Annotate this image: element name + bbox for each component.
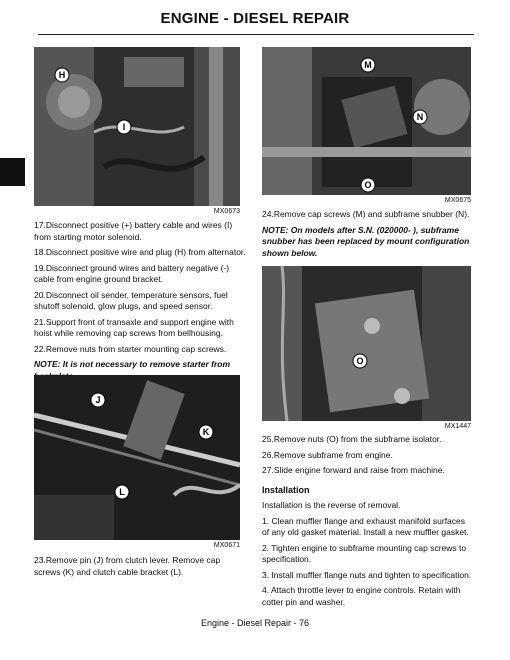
- step-21: 21.Support front of transaxle and support engine with hoist while removing cap screws from bellhousing.: [34, 316, 234, 338]
- svg-text:H: H: [58, 70, 66, 80]
- installation-step-2: 2. Tighten engine to subframe mounting cap screws to specification.: [262, 542, 467, 564]
- page-title: ENGINE - DIESEL REPAIR: [160, 10, 350, 27]
- page-footer: Engine - Diesel Repair - 76: [200, 618, 310, 628]
- step-17: 17.Disconnect positive (+) battery cable and wires (I) from starting motor solenoid.: [34, 220, 233, 242]
- installation-step-4: 4. Attach throttle lever to engine controls. Retain with cotter pin and washer.: [262, 585, 461, 607]
- photo-mx0673: [34, 47, 240, 206]
- svg-text:O: O: [356, 356, 364, 366]
- photo-mx0671: [34, 375, 240, 540]
- installation-intro: Installation is the reverse of removal.: [262, 500, 401, 510]
- step-22: 22.Remove nuts from starter mounting cap screws.: [34, 343, 227, 354]
- installation-heading: Installation: [262, 484, 310, 495]
- callout-l: [115, 485, 129, 499]
- svg-text:I: I: [122, 122, 126, 132]
- svg-text:N: N: [416, 112, 424, 122]
- photo-mx1447: [262, 266, 471, 421]
- svg-text:M: M: [364, 60, 372, 70]
- right-bottom-block: [262, 434, 474, 612]
- svg-text:J: J: [95, 395, 101, 405]
- step-25: 25.Remove nuts (O) from the subframe isolator.: [262, 434, 442, 444]
- figure-id-mx1447: MX1447: [444, 423, 471, 430]
- callout-o-isolator: [353, 354, 367, 368]
- installation-step-3: 3. Install muffler flange nuts and tighten to specification.: [262, 569, 472, 580]
- svg-text:K: K: [202, 427, 210, 437]
- left-steps-block: [34, 220, 246, 386]
- title-rule: [38, 34, 474, 35]
- step-24: 24.Remove cap screws (M) and subframe snubber (N).: [262, 209, 470, 219]
- right-top-block: [262, 209, 474, 263]
- section-tab-marker: [0, 158, 25, 186]
- step-23: 23.Remove pin (J) from clutch lever. Remove cap screws (K) and clutch cable bracket (L).: [34, 555, 221, 577]
- step-26: 26.Remove subframe from engine.: [262, 449, 393, 460]
- note-starter: NOTE: It is not necessary to remove starter from: [34, 359, 231, 369]
- callout-o: [361, 178, 375, 192]
- svg-text:L: L: [119, 487, 125, 497]
- callout-j: [91, 393, 105, 407]
- step-20: 20.Disconnect oil sender, temperature sensors, fuel shutoff solenoid, glow plugs, and speed sensor.: [34, 289, 228, 311]
- figure-id-mx0671: MX0671: [213, 542, 240, 549]
- photo-mx0675: [262, 47, 471, 195]
- installation-step-1: 1. Clean muffler flange and exhaust manifold surfaces of any old gasket material. Install a new muffler gasket.: [262, 515, 469, 537]
- callout-m: [361, 58, 375, 72]
- callout-k: [199, 425, 213, 439]
- step-19: 19.Disconnect ground wires and battery negative (-) cable from engine ground bracket.: [34, 262, 230, 284]
- callout-n: [413, 110, 427, 124]
- note-subframe: NOTE: On models after S.N. (020000- ), subframe snubber has been replaced by mount configuration shown below.: [262, 224, 470, 258]
- callout-i: [117, 120, 131, 134]
- step-27: 27.Slide engine forward and raise from machine.: [262, 465, 445, 475]
- callout-h: [55, 68, 69, 82]
- figure-id-mx0673: MX0673: [213, 208, 240, 215]
- step-18: 18.Disconnect positive wire and plug (H) from alternator.: [34, 247, 246, 257]
- svg-text:O: O: [364, 180, 372, 190]
- figure-id-mx0675: MX0675: [444, 197, 471, 204]
